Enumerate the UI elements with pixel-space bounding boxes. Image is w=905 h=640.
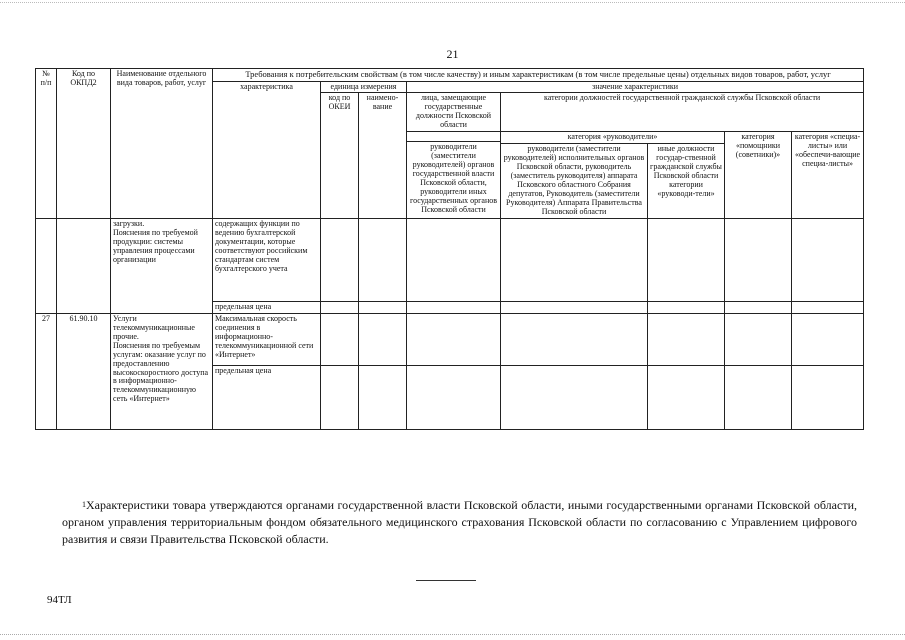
header-exec-heads: руководители (заместители руководителей) исполнительных органов Псковской области, руководитель (заместитель руководителя) аппарата Псковского областного Собрания депутатов, Руководитель (заместители Руководителя) Аппарата Правительства Псковской области xyxy=(501,144,648,218)
cell-empty xyxy=(407,313,501,365)
cell-empty xyxy=(407,301,501,313)
cell-code: 61.90.10 xyxy=(57,313,111,429)
cell-empty xyxy=(725,313,792,365)
cell-empty xyxy=(359,365,407,429)
cell-name-line: загрузки. xyxy=(113,218,145,228)
header-cat-leaders-cell xyxy=(501,132,725,219)
header-okpd: Код по ОКПД2 xyxy=(57,69,111,219)
header-characteristic: характеристика xyxy=(213,81,321,218)
cell-empty xyxy=(321,218,359,301)
cell-empty xyxy=(648,218,725,301)
cell-empty xyxy=(321,301,359,313)
header-row-1 xyxy=(36,69,864,82)
header-heads-cell xyxy=(407,132,501,219)
cell-characteristic: содержащих функции по ведению бухгалтерской документации, которые соответствуют российским стандартам систем бухгалтерского учета xyxy=(213,218,321,301)
cell-empty xyxy=(407,218,501,301)
header-cat-specialists: категория «специа-листы» или «обеспечи-вающие специа-листы» xyxy=(792,132,864,219)
cell-name-line: Пояснения по требуемым услугам: оказание услуг по предоставлению высокоскоростного доступа в информационно-телекоммуникационную сеть «Интернет» xyxy=(113,340,209,404)
header-cat-leaders-sub xyxy=(501,144,724,218)
cell-name xyxy=(111,313,213,429)
cell-empty xyxy=(792,365,864,429)
scan-edge-top xyxy=(0,2,905,3)
scan-edge-bottom xyxy=(0,634,905,635)
table-row xyxy=(36,218,864,301)
cell-empty xyxy=(648,365,725,429)
footnote xyxy=(62,497,857,548)
footnote-marker: 1 xyxy=(82,500,86,509)
cell-empty xyxy=(359,301,407,313)
cell-name-line: Услуги телекоммуникационные прочие. xyxy=(113,313,195,341)
cell-empty xyxy=(792,301,864,313)
cell-name xyxy=(111,218,213,313)
cell-empty xyxy=(725,301,792,313)
cell-no: 27 xyxy=(36,313,57,429)
cell-empty xyxy=(321,365,359,429)
cell-empty xyxy=(792,313,864,365)
cell-empty xyxy=(792,218,864,301)
header-persons: лица, замещающие государственные должности Псковской области xyxy=(407,93,501,132)
cell-empty xyxy=(725,218,792,301)
cell-empty xyxy=(648,301,725,313)
cell-no xyxy=(36,218,57,313)
separator-line xyxy=(416,580,476,581)
cell-empty xyxy=(725,365,792,429)
header-heads-spacer xyxy=(407,132,500,142)
table-row xyxy=(36,313,864,365)
footnote-text: Характеристики товара утверждаются органами государственной власти Псковской области, иными государственными органами Псковской области, органом управления территориальным фондом обязательного медицинского страхования Псковской области по согласованию с Управлением цифрового развития и связи Правительства Псковской области. xyxy=(62,498,857,546)
header-categories: категории должностей государственной гражданской службы Псковской области xyxy=(501,93,864,132)
header-name: Наименование отдельного вида товаров, работ, услуг xyxy=(111,69,213,219)
header-no: № п/п xyxy=(36,69,57,219)
cell-code xyxy=(57,218,111,313)
cell-empty xyxy=(501,313,648,365)
header-unit-code: код по ОКЕИ xyxy=(321,93,359,218)
page-number: 21 xyxy=(446,47,459,61)
cell-empty xyxy=(321,313,359,365)
cell-characteristic: предельная цена xyxy=(213,301,321,313)
cell-empty xyxy=(359,218,407,301)
header-unit: единица измерения xyxy=(321,81,407,93)
cell-empty xyxy=(648,313,725,365)
cell-characteristic: предельная цена xyxy=(213,365,321,429)
header-requirements: Требования к потребительским свойствам (в том числе качеству) и иным характеристикам (в том числе предельные цены) отдельных видов товаров, работ, услуг xyxy=(213,69,864,82)
header-other-positions: иные должности государ-ственной гражданской службы Псковской области категории «руководи-тели» xyxy=(650,144,722,198)
cell-characteristic: Максимальная скорость соединения в информационно-телекоммуникационной сети «Интернет» xyxy=(213,313,321,365)
header-unit-name: наимено-вание xyxy=(359,93,407,218)
cell-empty xyxy=(501,365,648,429)
cell-empty xyxy=(359,313,407,365)
header-cat-assistants: категория «помощники (советники)» xyxy=(725,132,792,219)
requirements-table xyxy=(35,68,864,430)
document-code: 94ТЛ xyxy=(47,594,72,606)
header-heads: руководители (заместители руководителей) органов государственной власти Псковской области, руководители иных государственных органов Псковской области xyxy=(410,142,497,214)
header-cat-leaders: категория «руководители» xyxy=(501,132,724,144)
cell-empty xyxy=(407,365,501,429)
cell-name-line: Пояснения по требуемой продукции: системы управления процессами организации xyxy=(113,227,198,264)
cell-empty xyxy=(501,218,648,301)
header-value: значение характеристики xyxy=(407,81,864,93)
cell-empty xyxy=(501,301,648,313)
